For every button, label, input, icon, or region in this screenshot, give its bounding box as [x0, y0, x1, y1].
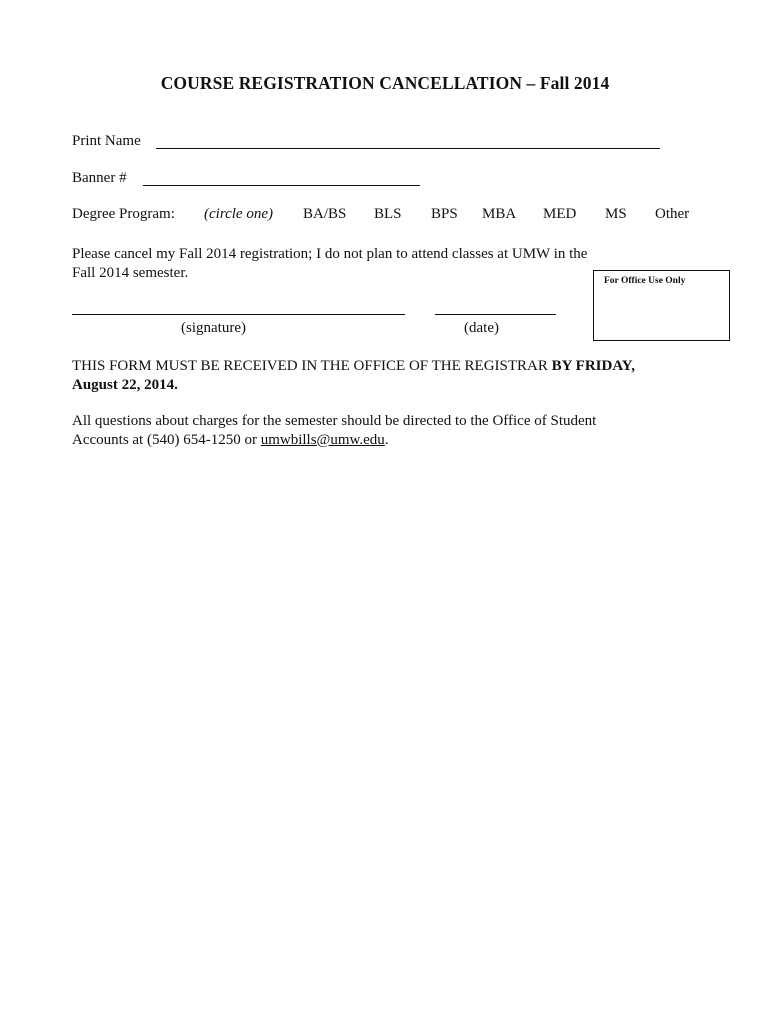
degree-option-bls[interactable]: BLS: [374, 206, 402, 222]
signature-line[interactable]: [72, 314, 405, 315]
questions-line1: All questions about charges for the semester should be directed to the Office of Student: [72, 413, 597, 429]
degree-option-mba[interactable]: MBA: [482, 206, 517, 222]
questions-line2-prefix: Accounts at (540) 654-1250 or: [72, 431, 261, 448]
office-use-label: For Office Use Only: [604, 276, 686, 286]
deadline-notice: [72, 357, 732, 394]
form-title: COURSE REGISTRATION CANCELLATION – Fall 2014: [160, 73, 610, 93]
degree-program-label: Degree Program:: [72, 206, 175, 222]
degree-option-other[interactable]: Other: [655, 206, 690, 222]
questions-line2-suffix: .: [384, 431, 389, 448]
degree-option-babs[interactable]: BA/BS: [303, 206, 347, 222]
cancel-statement-line1: Please cancel my Fall 2014 registration; I do not plan to attend classes at UMW in the: [72, 246, 588, 262]
degree-option-ms[interactable]: MS: [605, 206, 627, 222]
banner-number-field[interactable]: [143, 185, 420, 186]
cancel-statement-line2: Fall 2014 semester.: [72, 264, 189, 281]
date-line[interactable]: [435, 314, 556, 315]
signature-caption: (signature): [181, 320, 246, 336]
deadline-bold-day: BY FRIDAY,: [551, 358, 635, 374]
degree-option-bps[interactable]: BPS: [431, 206, 458, 222]
office-use-box: [593, 270, 730, 341]
print-name-label: Print Name: [72, 133, 141, 149]
date-caption: (date): [464, 320, 499, 336]
questions-paragraph: [72, 412, 722, 449]
degree-option-med[interactable]: MED: [543, 206, 577, 222]
deadline-text: THIS FORM MUST BE RECEIVED IN THE OFFICE OF THE REGISTRAR: [72, 358, 552, 374]
email-link[interactable]: umwbills@umw.edu: [260, 431, 385, 448]
banner-number-label: Banner #: [72, 170, 127, 186]
print-name-field[interactable]: [156, 148, 660, 149]
degree-program-instruction: (circle one): [204, 206, 273, 222]
deadline-bold-date: August 22, 2014.: [72, 376, 178, 393]
